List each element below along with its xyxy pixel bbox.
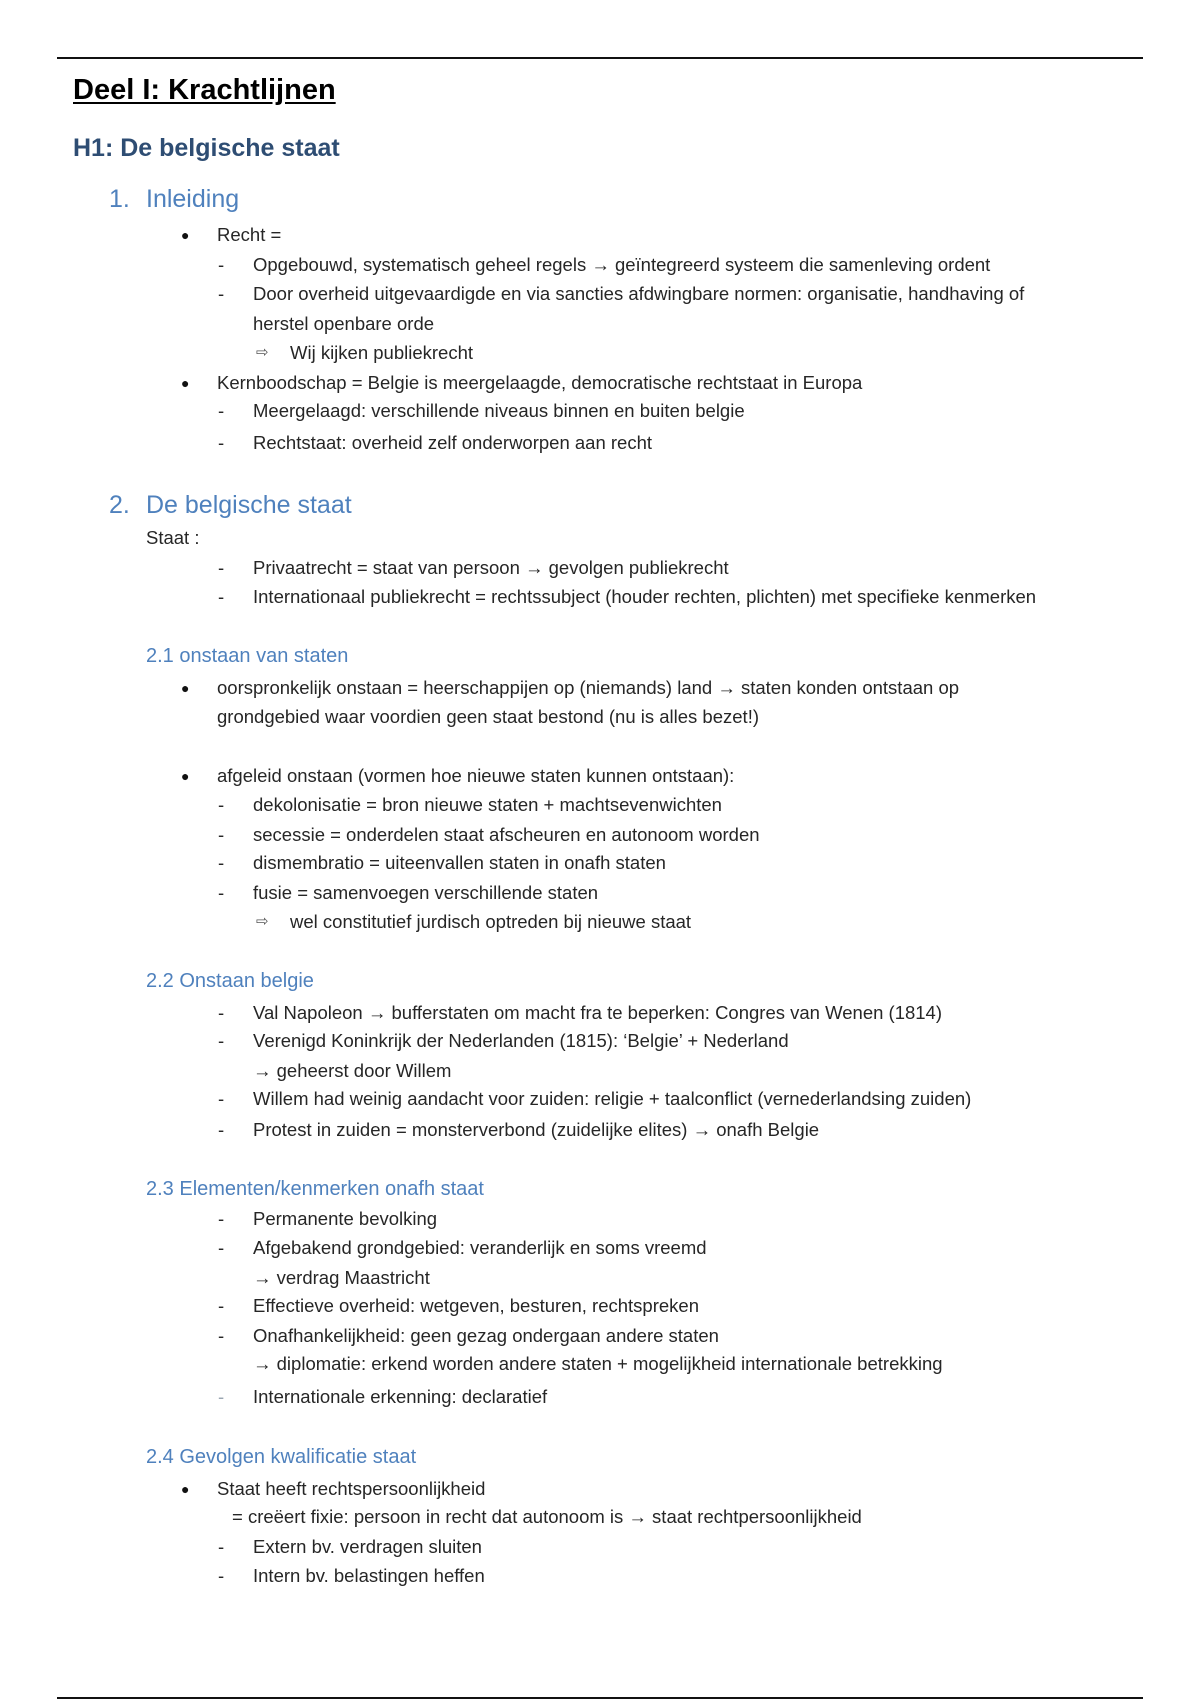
- list-item: Kernboodschap = Belgie is meergelaagde, democratische rechtstaat in Europa: [217, 372, 863, 393]
- list-note: Wij kijken publiekrecht: [290, 342, 474, 363]
- list-item-continuation: = creëert fixie: persoon in recht dat autonoom is → staat rechtpersoonlijkheid: [232, 1506, 862, 1527]
- dash-marker: -: [218, 283, 225, 304]
- bottom-rule: [57, 1697, 1143, 1699]
- dash-marker: -: [218, 1565, 225, 1586]
- list-item: Door overheid uitgevaardigde en via sancties afdwingbare normen: organisatie, handhaving of: [253, 283, 1025, 304]
- dash-marker: -: [218, 1088, 225, 1109]
- list-item-continuation: grondgebied waar voordien geen staat bestond (nu is alles bezet!): [217, 706, 759, 727]
- hollow-arrow-icon: ⇨: [256, 913, 269, 930]
- list-item: Meergelaagd: verschillende niveaus binnen en buiten belgie: [253, 400, 745, 421]
- list-item: Staat heeft rechtspersoonlijkheid: [217, 1478, 486, 1499]
- list-item: Effectieve overheid: wetgeven, besturen, rechtspreken: [253, 1295, 699, 1316]
- dash-marker: -: [218, 1237, 225, 1258]
- subsection-2-1-heading: 2.1 onstaan van staten: [146, 645, 349, 667]
- list-item-continuation: → diplomatie: erkend worden andere staten + mogelijkheid internationale betrekking: [253, 1353, 943, 1374]
- list-item: Afgebakend grondgebied: veranderlijk en soms vreemd: [253, 1237, 707, 1258]
- subsection-2-3-heading: 2.3 Elementen/kenmerken onafh staat: [146, 1178, 484, 1200]
- dash-marker: -: [218, 1030, 225, 1051]
- list-item: dismembratio = uiteenvallen staten in onafh staten: [253, 852, 666, 873]
- dash-marker: -: [218, 882, 225, 903]
- bullet-marker: ●: [181, 768, 190, 784]
- paragraph-label: Staat :: [146, 527, 200, 548]
- dash-marker: -: [218, 824, 225, 845]
- dash-marker: -: [218, 1386, 225, 1407]
- list-item: oorspronkelijk onstaan = heerschappijen op (niemands) land → staten konden ontstaan op: [217, 677, 960, 698]
- list-item: Extern bv. verdragen sluiten: [253, 1536, 482, 1557]
- list-item: Rechtstaat: overheid zelf onderworpen aan recht: [253, 432, 653, 453]
- list-item-continuation: → verdrag Maastricht: [253, 1267, 430, 1288]
- section-number: 2.: [109, 491, 130, 519]
- dash-marker: -: [218, 586, 225, 607]
- dash-marker: -: [218, 1295, 225, 1316]
- top-rule: [57, 57, 1143, 59]
- subsection-2-4-heading: 2.4 Gevolgen kwalificatie staat: [146, 1446, 417, 1468]
- list-item: Onafhankelijkheid: geen gezag ondergaan andere staten: [253, 1325, 719, 1346]
- list-item: Recht =: [217, 224, 282, 245]
- chapter-title: H1: De belgische staat: [73, 134, 340, 162]
- list-item: Willem had weinig aandacht voor zuiden: religie + taalconflict (vernederlandsing zuiden): [253, 1088, 972, 1109]
- dash-marker: -: [218, 557, 225, 578]
- dash-marker: -: [218, 1119, 225, 1140]
- section-title: De belgische staat: [146, 491, 352, 519]
- list-item-continuation: → geheerst door Willem: [253, 1060, 452, 1081]
- dash-marker: -: [218, 1002, 225, 1023]
- bullet-marker: ●: [181, 227, 190, 243]
- part-title: Deel I: Krachtlijnen: [73, 74, 336, 106]
- section-title: Inleiding: [146, 185, 240, 213]
- dash-marker: -: [218, 794, 225, 815]
- list-item-continuation: herstel openbare orde: [253, 313, 435, 334]
- bullet-marker: ●: [181, 1481, 190, 1497]
- list-item: Internationale erkenning: declaratief: [253, 1386, 548, 1407]
- list-item: Intern bv. belastingen heffen: [253, 1565, 485, 1586]
- section-1-heading: [109, 184, 239, 214]
- dash-marker: -: [218, 1208, 225, 1229]
- list-item: Internationaal publiekrecht = rechtssubject (houder rechten, plichten) met specifieke kenmerken: [253, 586, 1037, 607]
- section-number: 1.: [109, 185, 130, 213]
- bullet-marker: ●: [181, 375, 190, 391]
- dash-marker: -: [218, 852, 225, 873]
- subsection-2-2-heading: 2.2 Onstaan belgie: [146, 970, 314, 992]
- list-note: wel constitutief jurdisch optreden bij nieuwe staat: [290, 911, 692, 932]
- list-item: Val Napoleon → bufferstaten om macht fra te beperken: Congres van Wenen (1814): [253, 1002, 943, 1023]
- section-2-heading: [109, 490, 352, 520]
- dash-marker: -: [218, 1536, 225, 1557]
- list-item: Verenigd Koninkrijk der Nederlanden (1815): ‘Belgie’ + Nederland: [253, 1030, 789, 1051]
- list-item: Protest in zuiden = monsterverbond (zuidelijke elites) → onafh Belgie: [253, 1119, 820, 1140]
- dash-marker: -: [218, 432, 225, 453]
- list-item: Permanente bevolking: [253, 1208, 438, 1229]
- list-item: dekolonisatie = bron nieuwe staten + machtsevenwichten: [253, 794, 722, 815]
- bullet-marker: ●: [181, 680, 190, 696]
- hollow-arrow-icon: ⇨: [256, 344, 269, 361]
- list-item: fusie = samenvoegen verschillende staten: [253, 882, 599, 903]
- dash-marker: -: [218, 400, 225, 421]
- dash-marker: -: [218, 1325, 225, 1346]
- list-item: Privaatrecht = staat van persoon → gevolgen publiekrecht: [253, 557, 729, 578]
- list-item: Opgebouwd, systematisch geheel regels → geïntegreerd systeem die samenleving ordent: [253, 254, 991, 275]
- list-item: secessie = onderdelen staat afscheuren en autonoom worden: [253, 824, 760, 845]
- dash-marker: -: [218, 254, 225, 275]
- list-item: afgeleid onstaan (vormen hoe nieuwe staten kunnen ontstaan):: [217, 765, 735, 786]
